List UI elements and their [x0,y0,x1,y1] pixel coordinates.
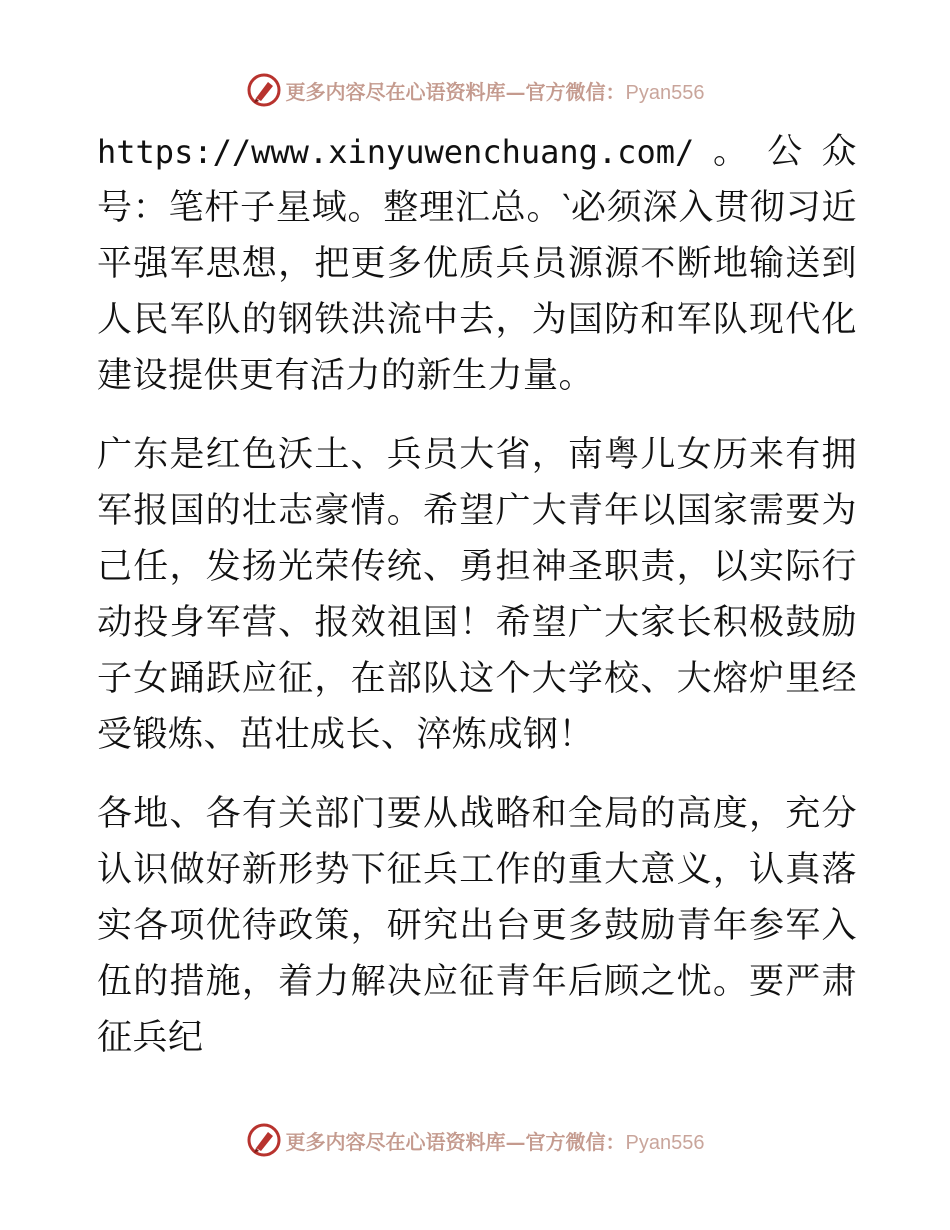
watermark-handle: Pyan556 [625,81,705,104]
pen-logo-icon [246,1122,282,1158]
paragraph-3: 各地、各有关部门要从战略和全局的高度，充分认识做好新形势下征兵工作的重大意义，认真落实各项优待政策，研究出台更多鼓励青年参军入伍的措施，着力解决应征青年后顾之忧。要严肃征兵纪 [97,794,857,1058]
watermark-text: 更多内容尽在心语资料库—官方微信：Pyan556 [285,79,705,104]
paragraph-2: 广东是红色沃土、兵员大省，南粤儿女历来有拥军报国的壮志豪情。希望广大青年以国家需要为己任，发扬光荣传统、勇担神圣职责，以实际行动投身军营、报效祖国！希望广大家长积极鼓励子女踊跃应征，在部队这个大学校、大熔炉里经受锻炼、茁壮成长、淬炼成钢！ [97,435,857,755]
document-body [97,124,857,1066]
watermark-handle: Pyan556 [625,1131,705,1154]
paragraph-1 [97,124,857,404]
header-watermark [0,68,950,112]
pen-logo-icon [246,72,282,108]
paragraph-1-text: 。公众号：笔杆子星域。整理汇总。‵必须深入贯彻习近平强军思想，把更多优质兵员源源不断地输送到人民军队的钢铁洪流中去，为国防和军队现代化建设提供更有活力的新生力量。 [97,132,857,396]
watermark-text: 更多内容尽在心语资料库—官方微信：Pyan556 [285,1129,705,1154]
footer-watermark [0,1118,950,1162]
source-url: https://www.xinyuwenchuang.com/ [97,133,695,171]
